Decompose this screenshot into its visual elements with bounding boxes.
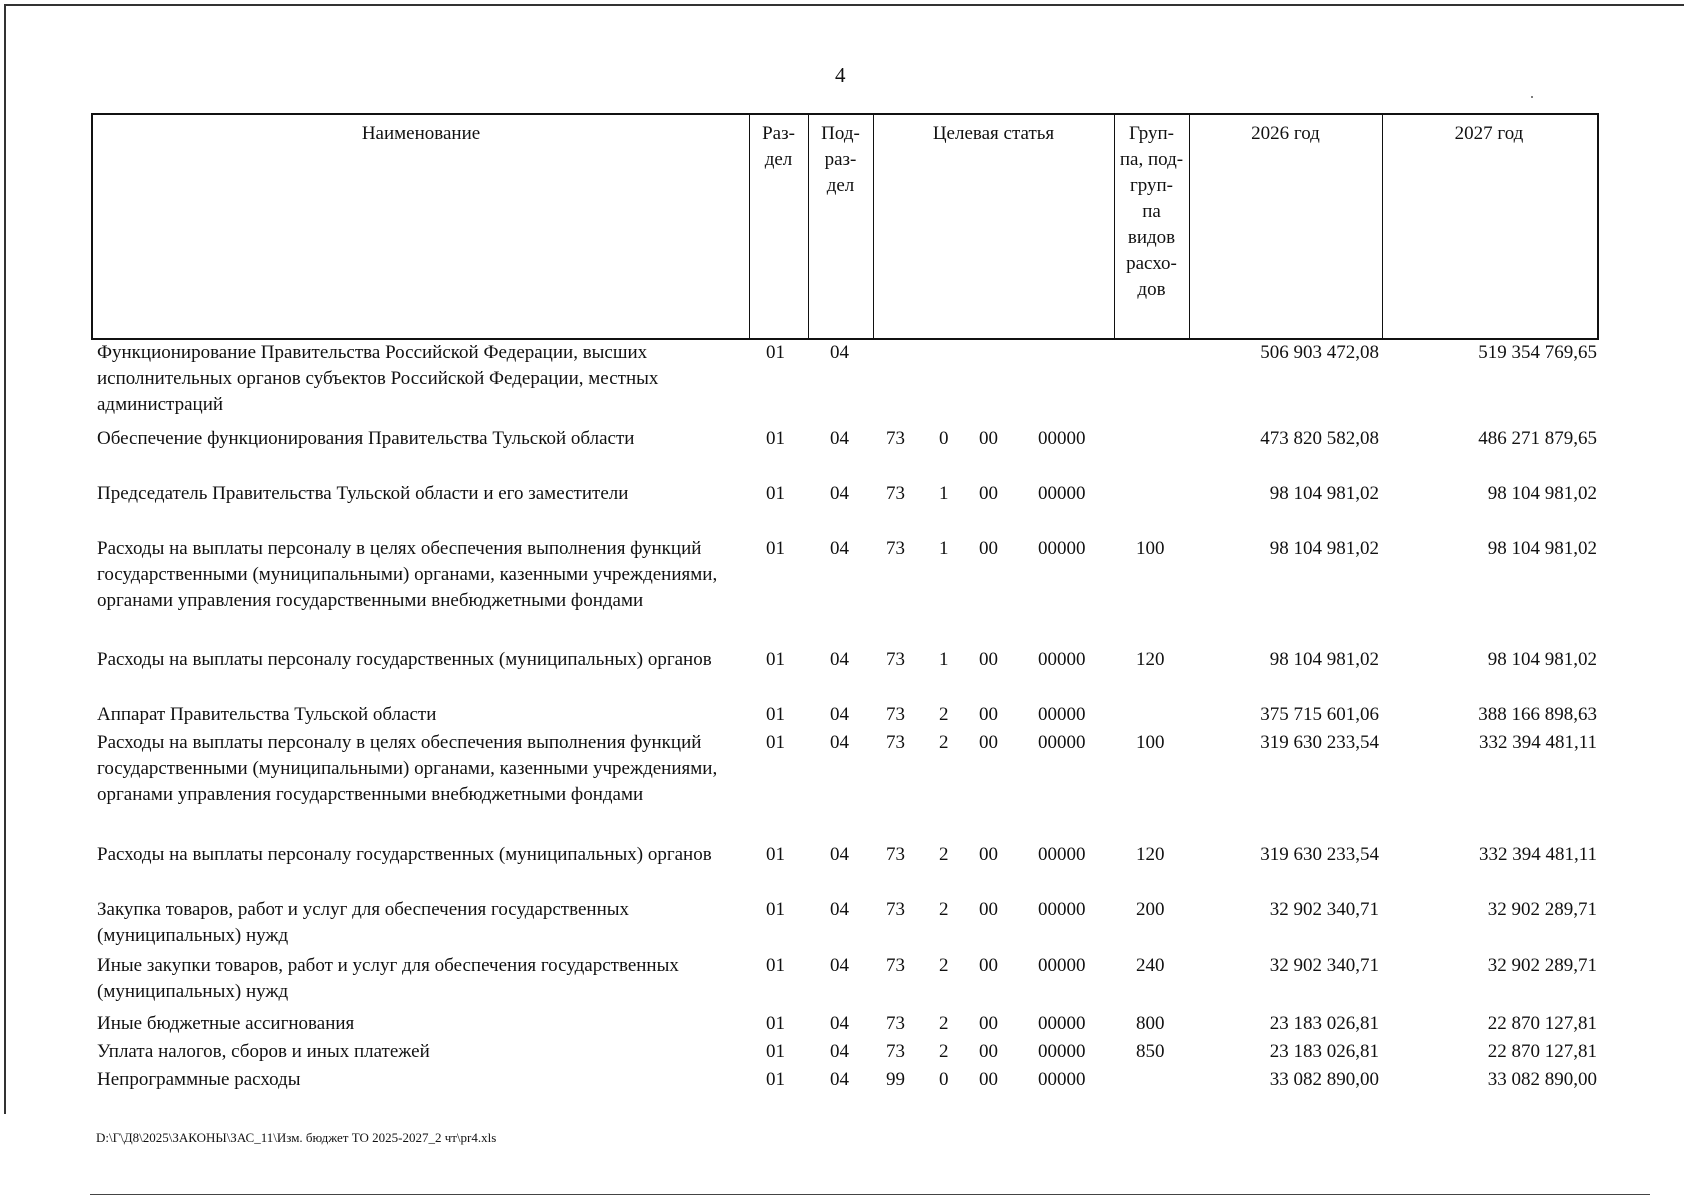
row-target-direction: 00000 <box>1038 649 1086 670</box>
row-name: Непрограммные расходы <box>97 1069 301 1090</box>
row-target-subprogram: 2 <box>939 1041 949 1062</box>
row-target-subprogram: 1 <box>939 649 949 670</box>
row-target-program: 73 <box>886 1041 905 1062</box>
row-target-program: 73 <box>886 899 905 920</box>
row-razdel: 01 <box>766 342 785 363</box>
row-podrazdel: 04 <box>830 1013 849 1034</box>
row-target-direction: 00000 <box>1038 1041 1086 1062</box>
header-year-2027: 2027 год <box>1454 123 1524 144</box>
row-2026: 506 903 472,08 <box>1260 342 1379 363</box>
row-target-subprogram: 1 <box>939 483 949 504</box>
row-razdel: 01 <box>766 899 785 920</box>
row-expense-group: 200 <box>1136 899 1165 920</box>
row-razdel: 01 <box>766 732 785 753</box>
row-2026: 473 820 582,08 <box>1260 428 1379 449</box>
row-2026: 98 104 981,02 <box>1269 538 1379 559</box>
row-2026: 375 715 601,06 <box>1260 704 1379 725</box>
row-expense-group: 240 <box>1136 955 1165 976</box>
row-name: Иные закупки товаров, работ и услуг для обеспечения государственных (муниципальных) нужд <box>97 955 679 1002</box>
row-podrazdel: 04 <box>830 704 849 725</box>
row-target-program: 73 <box>886 538 905 559</box>
row-name: Закупка товаров, работ и услуг для обеспечения государственных (муниципальных) нужд <box>97 899 630 946</box>
row-razdel: 01 <box>766 428 785 449</box>
row-2027: 22 870 127,81 <box>1487 1041 1597 1062</box>
row-2026: 319 630 233,54 <box>1260 844 1379 865</box>
header-divider <box>1382 115 1383 338</box>
row-podrazdel: 04 <box>830 732 849 753</box>
row-name: Председатель Правительства Тульской области и его заместители <box>97 483 629 504</box>
row-2027: 22 870 127,81 <box>1487 1013 1597 1034</box>
row-2027: 332 394 481,11 <box>1478 732 1597 753</box>
row-name: Расходы на выплаты персоналу государственных (муниципальных) органов <box>97 844 712 865</box>
row-podrazdel: 04 <box>830 1041 849 1062</box>
row-2026: 32 902 340,71 <box>1269 955 1379 976</box>
row-podrazdel: 04 <box>830 428 849 449</box>
row-2027: 486 271 879,65 <box>1478 428 1597 449</box>
row-podrazdel: 04 <box>830 538 849 559</box>
row-podrazdel: 04 <box>830 844 849 865</box>
row-2026: 32 902 340,71 <box>1269 899 1379 920</box>
row-target-main: 00 <box>979 899 998 920</box>
row-target-main: 00 <box>979 428 998 449</box>
page-frame-top <box>4 4 1684 6</box>
row-2027: 32 902 289,71 <box>1487 955 1597 976</box>
row-2027: 98 104 981,02 <box>1487 538 1597 559</box>
row-target-main: 00 <box>979 483 998 504</box>
row-2027: 388 166 898,63 <box>1478 704 1597 725</box>
row-target-subprogram: 2 <box>939 955 949 976</box>
row-name: Расходы на выплаты персоналу в целях обеспечения выполнения функций государственными (муниципальными) органами, казенными учреждениями, органами управления государственными внебюджетными фондами <box>97 538 718 611</box>
row-target-subprogram: 2 <box>939 732 949 753</box>
row-target-main: 00 <box>979 538 998 559</box>
row-razdel: 01 <box>766 955 785 976</box>
row-razdel: 01 <box>766 483 785 504</box>
table-header <box>91 113 1599 340</box>
row-target-direction: 00000 <box>1038 1013 1086 1034</box>
row-target-program: 73 <box>886 649 905 670</box>
row-razdel: 01 <box>766 538 785 559</box>
row-razdel: 01 <box>766 649 785 670</box>
row-razdel: 01 <box>766 704 785 725</box>
row-target-direction: 00000 <box>1038 1069 1086 1090</box>
row-name: Функционирование Правительства Российской Федерации, высших исполнительных органов субъектов Российской Федерации, местных администраций <box>97 342 659 415</box>
row-name: Обеспечение функционирования Правительства Тульской области <box>97 428 635 449</box>
row-expense-group: 100 <box>1136 732 1165 753</box>
row-target-program: 73 <box>886 732 905 753</box>
row-target-program: 73 <box>886 844 905 865</box>
row-target-direction: 00000 <box>1038 955 1086 976</box>
row-target-subprogram: 2 <box>939 704 949 725</box>
row-podrazdel: 04 <box>830 342 849 363</box>
header-year-2026: 2026 год <box>1251 123 1320 144</box>
row-name: Аппарат Правительства Тульской области <box>97 704 437 725</box>
row-podrazdel: 04 <box>830 1069 849 1090</box>
row-2026: 23 183 026,81 <box>1269 1041 1379 1062</box>
row-expense-group: 800 <box>1136 1013 1165 1034</box>
header-name: Наименование <box>361 123 481 144</box>
row-2026: 98 104 981,02 <box>1269 649 1379 670</box>
row-target-subprogram: 0 <box>939 1069 949 1090</box>
row-2026: 33 082 890,00 <box>1269 1069 1379 1090</box>
file-path-footer: D:\Г\Д8\2025\ЗАКОНЫ\ЗАС_11\Изм. бюджет ТО 2025-2027_2 чт\pr4.xls <box>96 1130 497 1145</box>
row-2027: 332 394 481,11 <box>1478 844 1597 865</box>
row-target-direction: 00000 <box>1038 899 1086 920</box>
row-target-subprogram: 0 <box>939 428 949 449</box>
row-razdel: 01 <box>766 1069 785 1090</box>
row-2026: 98 104 981,02 <box>1269 483 1379 504</box>
row-razdel: 01 <box>766 844 785 865</box>
row-podrazdel: 04 <box>830 955 849 976</box>
row-2026: 23 183 026,81 <box>1269 1013 1379 1034</box>
bottom-rule <box>90 1194 1650 1195</box>
row-2027: 32 902 289,71 <box>1487 899 1597 920</box>
row-target-main: 00 <box>979 1041 998 1062</box>
row-name: Уплата налогов, сборов и иных платежей <box>97 1041 430 1062</box>
row-target-main: 00 <box>979 649 998 670</box>
row-name: Иные бюджетные ассигнования <box>97 1013 355 1034</box>
header-podrazdel: Под- раз- дел <box>821 123 860 196</box>
page-number: 4 <box>835 63 846 87</box>
row-target-main: 00 <box>979 732 998 753</box>
row-target-main: 00 <box>979 704 998 725</box>
header-divider <box>1189 115 1190 338</box>
row-target-program: 99 <box>886 1069 905 1090</box>
row-podrazdel: 04 <box>830 483 849 504</box>
row-2027: 33 082 890,00 <box>1487 1069 1597 1090</box>
row-target-subprogram: 2 <box>939 899 949 920</box>
row-podrazdel: 04 <box>830 649 849 670</box>
row-expense-group: 120 <box>1136 844 1165 865</box>
row-target-subprogram: 2 <box>939 844 949 865</box>
row-target-subprogram: 1 <box>939 538 949 559</box>
row-2026: 319 630 233,54 <box>1260 732 1379 753</box>
row-target-direction: 00000 <box>1038 428 1086 449</box>
row-name: Расходы на выплаты персоналу в целях обеспечения выполнения функций государственными (муниципальными) органами, казенными учреждениями, органами управления государственными внебюджетными фондами <box>97 732 718 805</box>
page-frame-left <box>4 4 6 1114</box>
header-divider <box>873 115 874 338</box>
row-expense-group: 120 <box>1136 649 1165 670</box>
row-target-direction: 00000 <box>1038 732 1086 753</box>
header-target-article: Целевая статья <box>932 123 1055 144</box>
header-expense-group: Груп- па, под- груп- па видов расхо- дов <box>1119 123 1184 300</box>
row-target-program: 73 <box>886 1013 905 1034</box>
scan-speck <box>1531 96 1533 98</box>
header-razdel: Раз- дел <box>762 123 795 170</box>
row-target-program: 73 <box>886 428 905 449</box>
row-target-main: 00 <box>979 1069 998 1090</box>
row-name: Расходы на выплаты персоналу государственных (муниципальных) органов <box>97 649 712 670</box>
row-target-program: 73 <box>886 483 905 504</box>
row-2027: 98 104 981,02 <box>1487 483 1597 504</box>
row-target-program: 73 <box>886 704 905 725</box>
row-target-program: 73 <box>886 955 905 976</box>
row-target-direction: 00000 <box>1038 538 1086 559</box>
row-target-direction: 00000 <box>1038 704 1086 725</box>
row-podrazdel: 04 <box>830 899 849 920</box>
row-expense-group: 850 <box>1136 1041 1165 1062</box>
row-razdel: 01 <box>766 1013 785 1034</box>
row-razdel: 01 <box>766 1041 785 1062</box>
row-target-subprogram: 2 <box>939 1013 949 1034</box>
row-target-main: 00 <box>979 1013 998 1034</box>
row-expense-group: 100 <box>1136 538 1165 559</box>
row-target-main: 00 <box>979 844 998 865</box>
row-target-direction: 00000 <box>1038 844 1086 865</box>
row-target-main: 00 <box>979 955 998 976</box>
row-2027: 98 104 981,02 <box>1487 649 1597 670</box>
row-target-direction: 00000 <box>1038 483 1086 504</box>
row-2027: 519 354 769,65 <box>1478 342 1597 363</box>
